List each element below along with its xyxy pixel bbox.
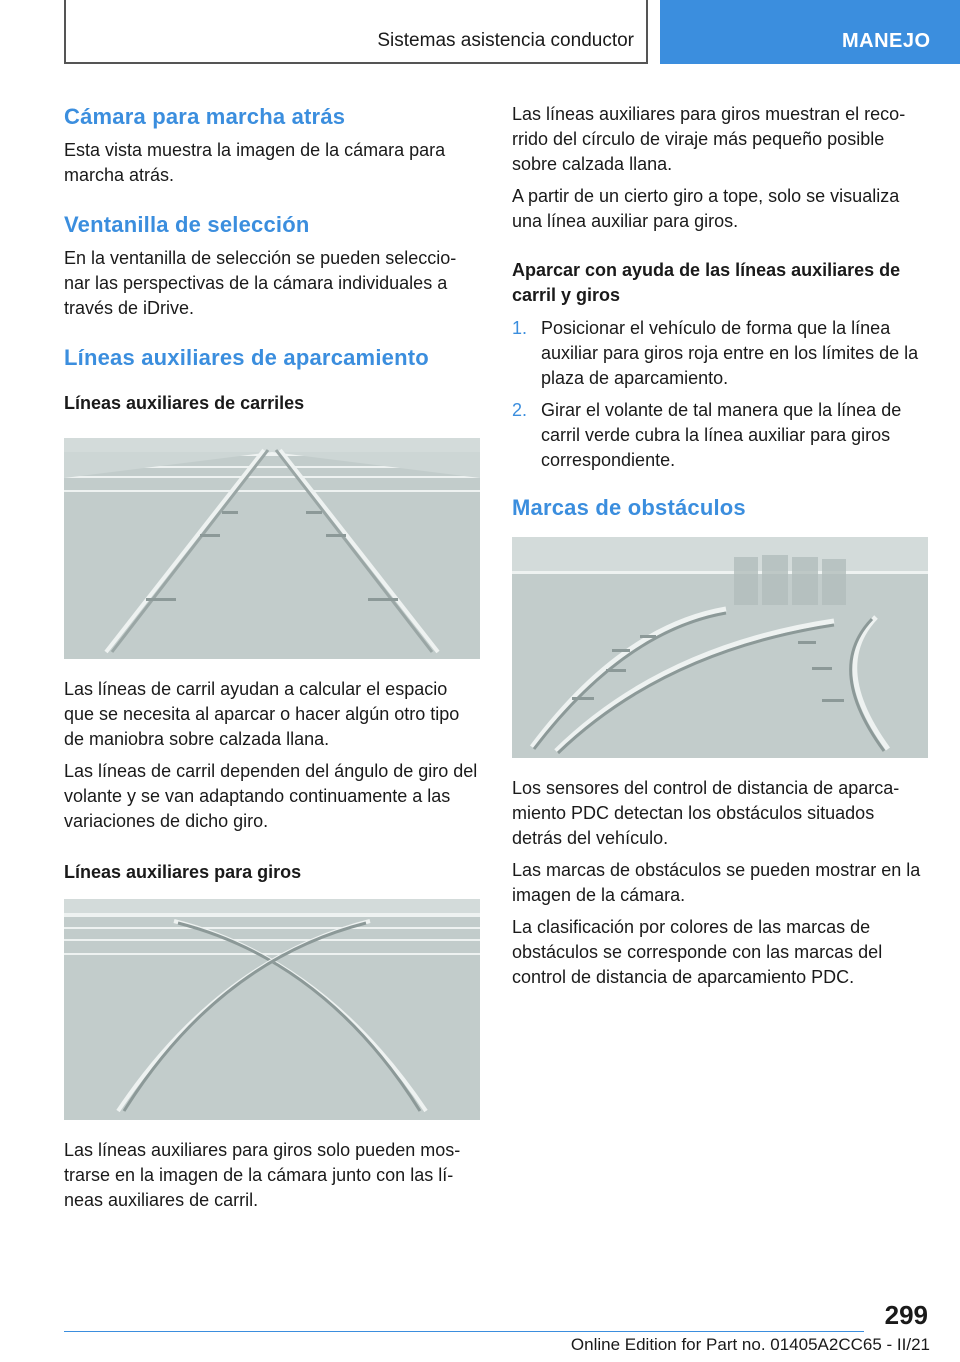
page-number: 299 bbox=[884, 1300, 928, 1330]
text-turns-2: A partir de un cierto giro a tope, solo se visualiza una línea auxiliar para giros. bbox=[512, 186, 900, 231]
heading-lines: Líneas auxiliares de aparcamiento bbox=[64, 345, 429, 370]
text-window: En la ventanilla de selección se pueden seleccio-nar las perspectivas de la cámara individuales a través de iDrive. bbox=[64, 248, 457, 318]
text-obstacles-1: Los sensores del control de distancia de aparca-miento PDC detectan los obstáculos situados detrás del vehículo. bbox=[512, 778, 900, 848]
heading-camera: Cámara para marcha atrás bbox=[64, 104, 346, 129]
text-camera: Esta vista muestra la imagen de la cámara para marcha atrás. bbox=[64, 140, 446, 185]
list-item bbox=[512, 398, 928, 473]
section-title: Sistemas asistencia conductor bbox=[377, 30, 634, 51]
subheading-lanes: Líneas auxiliares de carriles bbox=[64, 393, 305, 413]
step-number: 2. bbox=[512, 400, 528, 420]
footer-divider bbox=[64, 1331, 864, 1332]
subheading-park: Aparcar con ayuda de las líneas auxiliares de carril y giros bbox=[512, 260, 901, 305]
subheading-turns: Líneas auxiliares para giros bbox=[64, 862, 302, 882]
steps-list bbox=[512, 316, 928, 473]
text-lanes-2: Las líneas de carril dependen del ángulo de giro del volante y se van adaptando continuamente a las variaciones de dicho giro. bbox=[64, 761, 478, 831]
text-turns-1: Las líneas auxiliares para giros muestran el reco-rrido del círculo de viraje más pequeño posible sobre calzada llana. bbox=[512, 104, 906, 174]
chapter-tab[interactable]: MANEJO bbox=[660, 0, 960, 64]
turn-lines-figure bbox=[64, 899, 480, 1120]
right-column bbox=[512, 102, 928, 997]
list-item bbox=[512, 316, 928, 391]
obstacle-marks-figure bbox=[512, 537, 928, 758]
text-obstacles-2: Las marcas de obstáculos se pueden mostrar en la imagen de la cámara. bbox=[512, 860, 921, 905]
edition-note: Online Edition for Part no. 01405A2CC65 - II/21 bbox=[570, 1335, 930, 1354]
heading-window: Ventanilla de selección bbox=[64, 212, 310, 237]
header-box bbox=[64, 0, 648, 64]
step-text: Girar el volante de tal manera que la línea de carril verde cubra la línea auxiliar para giros correspondiente. bbox=[541, 400, 902, 470]
text-obstacles-3: La clasificación por colores de las marcas de obstáculos se corresponde con las marcas del control de distancia de aparcamiento PDC. bbox=[512, 917, 883, 987]
text-lanes-1: Las líneas de carril ayudan a calcular el espacio que se necesita al aparcar o hacer algún otro tipo de maniobra sobre calzada llana. bbox=[64, 679, 460, 749]
text-turns: Las líneas auxiliares para giros solo pueden mos-trarse en la imagen de la cámara junto con las lí-neas auxiliares de carril. bbox=[64, 1140, 461, 1210]
step-text: Posicionar el vehículo de forma que la línea auxiliar para giros roja entre en los límites de la plaza de aparcamiento. bbox=[541, 318, 919, 388]
lane-lines-figure bbox=[64, 438, 480, 659]
left-column bbox=[64, 102, 480, 1220]
step-number: 1. bbox=[512, 318, 528, 338]
heading-obstacles: Marcas de obstáculos bbox=[512, 495, 746, 520]
